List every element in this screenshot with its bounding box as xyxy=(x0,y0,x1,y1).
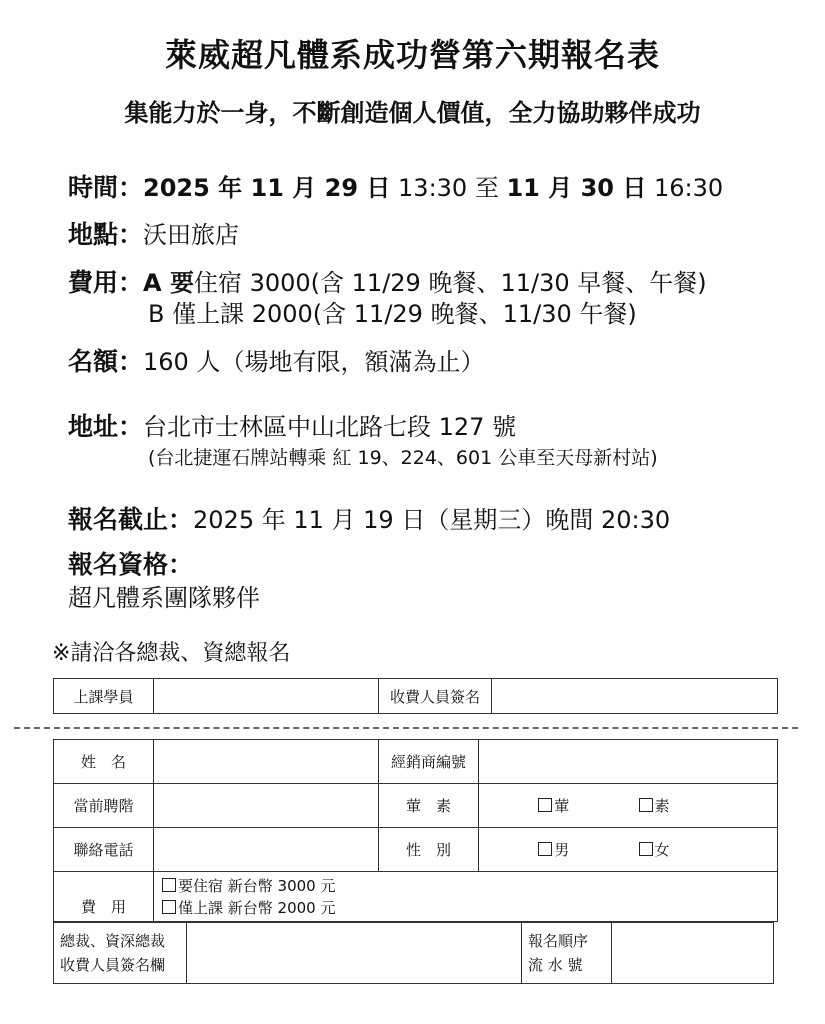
time-end-time: 16:30 xyxy=(654,174,724,202)
name-field[interactable] xyxy=(154,740,379,784)
time-row xyxy=(68,171,723,205)
fee-option-lodging[interactable]: 要住宿 新台幣 3000 元 xyxy=(162,875,767,897)
address-transit: (台北捷運石牌站轉乘 紅 19、224、601 公車至天母新村站) xyxy=(148,447,658,469)
page-title: 萊威超凡體系成功營第六期報名表 xyxy=(164,36,660,74)
fee-option-b: B 僅上課 2000(含 11/29 晚餐、11/30 午餐) xyxy=(148,300,637,328)
fee-options xyxy=(154,872,778,922)
collector-sign-field[interactable] xyxy=(492,679,778,714)
time-to: 至 xyxy=(474,174,499,202)
registration-note: ※請洽各總裁、資總報名 xyxy=(52,641,291,666)
venue-label: 地點： xyxy=(68,220,144,249)
signature-field[interactable] xyxy=(187,923,522,984)
phone-label: 聯絡電話 xyxy=(54,828,154,872)
eligibility-value: 超凡體系團隊夥伴 xyxy=(68,584,260,612)
gender-female-option[interactable]: 女 xyxy=(629,828,778,872)
registration-form-table xyxy=(53,739,778,922)
address-value: 台北市士林區中山北路七段 127 號 xyxy=(143,413,517,441)
signature-label: 總裁、資深總裁 收費人員簽名欄 xyxy=(54,923,187,984)
checkbox-icon xyxy=(639,842,653,856)
student-label: 上課學員 xyxy=(54,679,154,714)
fee-row xyxy=(68,266,707,300)
cut-line xyxy=(14,727,798,729)
fee-option-class-only[interactable]: 僅上課 新台幣 2000 元 xyxy=(162,897,767,919)
collector-sign-label: 收費人員簽名 xyxy=(379,679,492,714)
phone-field[interactable] xyxy=(154,828,379,872)
checkbox-icon xyxy=(162,900,176,914)
fee-form-label: 費 用 xyxy=(54,872,154,922)
dealer-no-field[interactable] xyxy=(479,740,778,784)
venue-row xyxy=(68,218,239,252)
time-start-time: 13:30 xyxy=(398,174,468,202)
student-field[interactable] xyxy=(154,679,379,714)
gender-label: 性 別 xyxy=(379,828,479,872)
diet-meat-option[interactable]: 葷 xyxy=(479,784,629,828)
dealer-no-label: 經銷商編號 xyxy=(379,740,479,784)
checkbox-icon xyxy=(162,878,176,892)
checkbox-icon xyxy=(538,798,552,812)
time-end-date: 11 月 30 日 xyxy=(506,174,647,202)
quota-row xyxy=(68,345,484,379)
diet-veg-option[interactable]: 素 xyxy=(629,784,778,828)
signature-table xyxy=(53,922,774,984)
fee-label: 費用： xyxy=(68,268,144,297)
address-row xyxy=(68,410,516,444)
deadline-row xyxy=(68,503,670,537)
venue-value: 沃田旅店 xyxy=(143,221,240,249)
rank-label: 當前聘階 xyxy=(54,784,154,828)
diet-label: 葷 素 xyxy=(379,784,479,828)
quota-label: 名額： xyxy=(68,347,144,376)
fee-option-a: 住宿 3000(含 11/29 晚餐、11/30 早餐、午餐) xyxy=(193,269,707,297)
fee-option-a-prefix: A 要 xyxy=(143,269,194,297)
address-label: 地址： xyxy=(68,412,144,441)
quota-value: 160 人（場地有限，額滿為止） xyxy=(143,348,485,376)
eligibility-label: 報名資格： xyxy=(68,550,194,579)
order-label: 報名順序 流 水 號 xyxy=(522,923,612,984)
page-subtitle: 集能力於一身，不斷創造個人價值，全力協助夥伴成功 xyxy=(124,99,701,127)
checkbox-icon xyxy=(538,842,552,856)
name-label: 姓 名 xyxy=(54,740,154,784)
checkbox-icon xyxy=(639,798,653,812)
receipt-table xyxy=(53,678,778,714)
gender-male-option[interactable]: 男 xyxy=(479,828,629,872)
deadline-value: 2025 年 11 月 19 日（星期三）晚間 20:30 xyxy=(193,506,671,534)
order-field[interactable] xyxy=(612,923,774,984)
rank-field[interactable] xyxy=(154,784,379,828)
deadline-label: 報名截止： xyxy=(68,505,194,534)
time-start-date: 2025 年 11 月 29 日 xyxy=(143,174,391,202)
time-label: 時間： xyxy=(68,173,144,202)
